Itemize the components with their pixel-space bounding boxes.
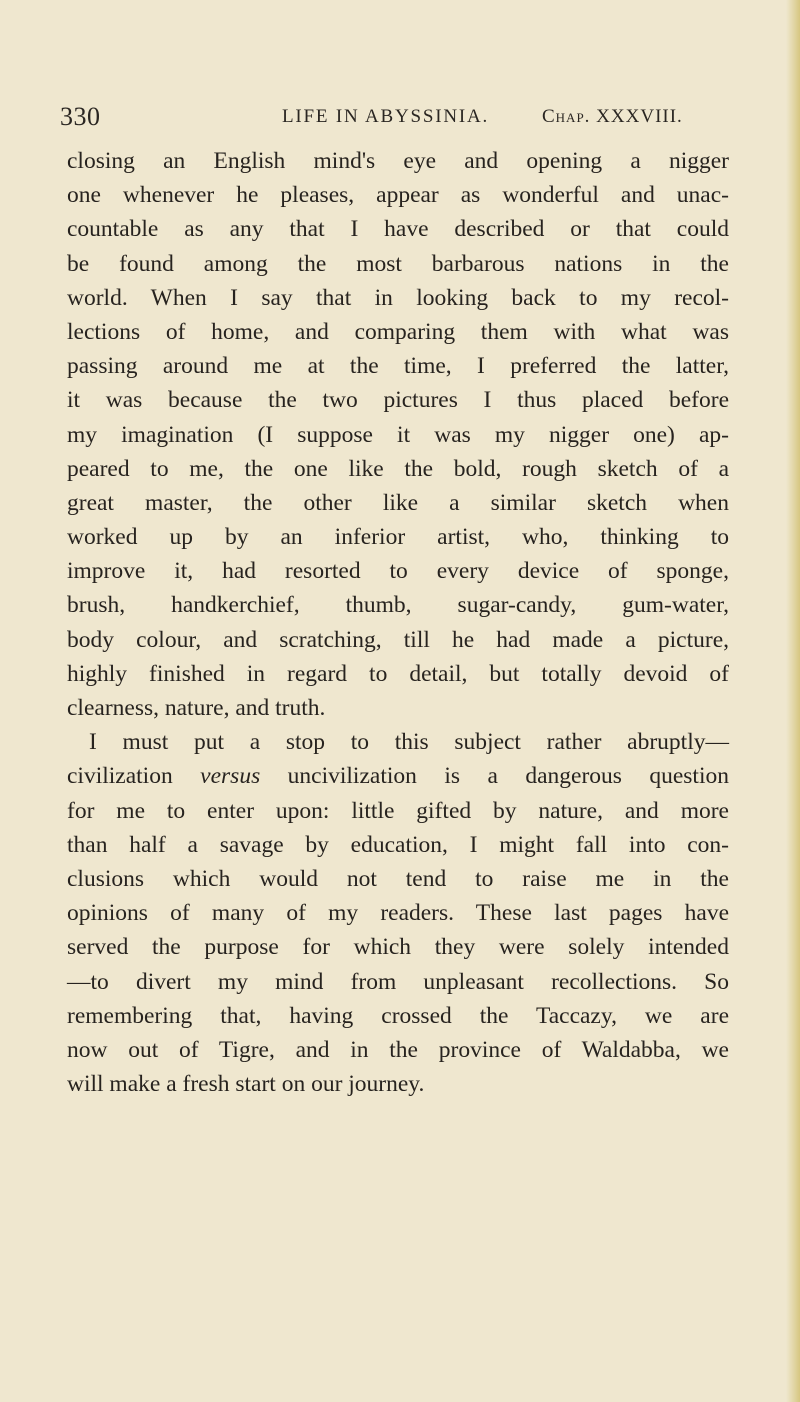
text-line: body colour, and scratching, till he had made a picture, <box>67 626 729 653</box>
text-line: countable as any that I have described or that could <box>67 216 729 243</box>
text-line: it was because the two pictures I thus placed before <box>67 387 729 414</box>
text-line: opinions of many of my readers. These last pages have <box>67 900 729 927</box>
page-number: 330 <box>60 102 101 131</box>
text-line: one whenever he pleases, appear as wonderful and unac- <box>67 182 729 209</box>
text-line-with-italic <box>67 759 729 793</box>
text-line: —to divert my mind from unpleasant recollections. So <box>67 968 729 995</box>
text-line: clusions which would not tend to raise me in the <box>67 865 729 892</box>
paragraph-first-line: I must put a stop to this subject rather abruptly— <box>89 729 729 756</box>
text-segment: civilization <box>67 763 201 790</box>
text-line: highly finished in regard to detail, but totally devoid of <box>67 660 729 687</box>
text-line: closing an English mind's eye and opening a nigger <box>67 148 729 174</box>
text-line: remembering that, having crossed the Taccazy, we are <box>67 1002 729 1029</box>
text-line: passing around me at the time, I preferred the latter, <box>67 353 729 380</box>
text-line: improve it, had resorted to every device of sponge, <box>67 558 729 585</box>
text-line: be found among the most barbarous nations in the <box>67 250 729 277</box>
text-line: worked up by an inferior artist, who, thinking to <box>67 524 729 551</box>
text-line: world. When I say that in looking back to my recol- <box>67 284 729 311</box>
text-line: lections of home, and comparing them with what was <box>67 318 729 345</box>
text-line: will make a fresh start on our journey. <box>67 1071 425 1098</box>
text-line: served the purpose for which they were solely intended <box>67 934 729 961</box>
chapter-label: Chap. XXXVIII. <box>542 106 683 127</box>
italic-word: versus <box>200 763 261 790</box>
text-line: my imagination (I suppose it was my nigger one) ap- <box>67 421 729 448</box>
running-head <box>60 102 790 138</box>
text-line: now out of Tigre, and in the province of Waldabba, we <box>67 1036 729 1063</box>
text-line: than half a savage by education, I might fall into con- <box>67 831 729 858</box>
text-line: for me to enter upon: little gifted by nature, and more <box>67 797 729 824</box>
text-line: clearness, nature, and truth. <box>67 695 326 721</box>
page-edge <box>786 0 800 1402</box>
body-text <box>67 144 729 1101</box>
text-line: great master, the other like a similar sketch when <box>67 489 729 516</box>
text-segment: uncivilization is a dangerous question <box>260 763 729 790</box>
running-title: LIFE IN ABYSSINIA. <box>282 106 490 127</box>
text-line: brush, handkerchief, thumb, sugar-candy, gum-water, <box>67 592 729 619</box>
text-line: peared to me, the one like the bold, rough sketch of a <box>67 455 729 482</box>
